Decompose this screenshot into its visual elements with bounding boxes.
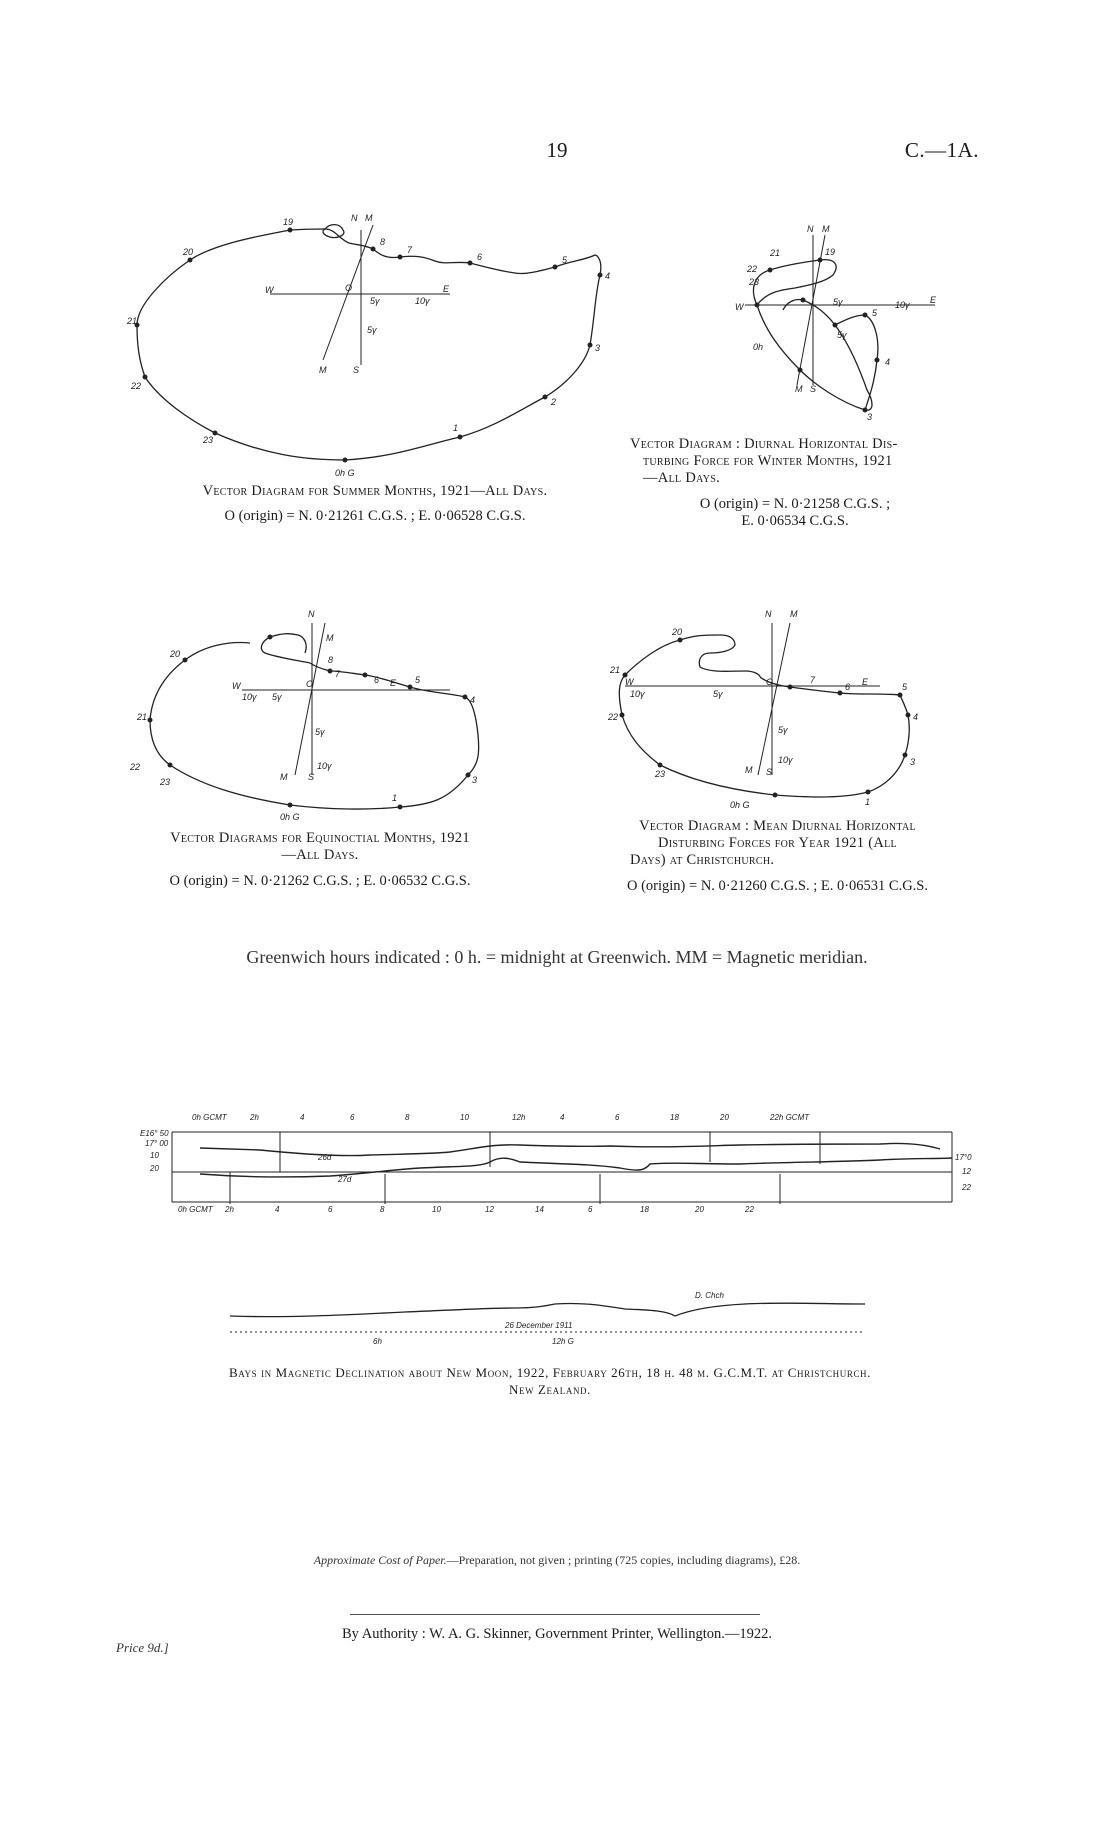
svg-text:12h: 12h	[512, 1113, 526, 1122]
svg-text:M: M	[280, 772, 288, 782]
svg-text:0h: 0h	[753, 342, 764, 352]
svg-text:O: O	[345, 283, 353, 293]
svg-text:23: 23	[655, 769, 666, 779]
svg-text:4: 4	[560, 1113, 565, 1122]
svg-text:5: 5	[562, 255, 568, 265]
svg-text:19: 19	[283, 217, 294, 227]
svg-text:6: 6	[350, 1113, 355, 1122]
svg-text:27d: 27d	[338, 1175, 352, 1184]
svg-text:2h: 2h	[225, 1205, 234, 1214]
svg-text:W: W	[625, 677, 634, 687]
winter-diagram-title-1: Vector Diagram : Diurnal Horizontal Dis-	[630, 436, 898, 452]
cost-of-paper-label: Approximate Cost of Paper.	[313, 1553, 447, 1567]
svg-text:12: 12	[485, 1205, 494, 1214]
svg-text:W: W	[735, 302, 744, 312]
winter-diagram-origin-2: E. 0·06534 C.G.S.	[741, 513, 849, 529]
year-diagram-title-2: Disturbing Forces for Year 1921 (All	[658, 835, 897, 851]
winter-diagram-title-3: —All Days.	[643, 470, 720, 486]
svg-text:10γ: 10γ	[895, 300, 910, 310]
svg-text:5γ: 5γ	[713, 689, 723, 699]
svg-text:5γ: 5γ	[367, 325, 377, 335]
svg-text:8: 8	[380, 1205, 385, 1214]
svg-text:23: 23	[160, 777, 171, 787]
svg-text:S: S	[810, 384, 817, 394]
svg-text:W: W	[232, 681, 241, 691]
svg-text:20: 20	[150, 1164, 159, 1173]
svg-text:N: N	[351, 213, 358, 223]
svg-text:S: S	[766, 767, 773, 777]
svg-text:10γ: 10γ	[778, 755, 793, 765]
svg-text:12h G: 12h G	[552, 1337, 574, 1346]
svg-text:6: 6	[328, 1205, 333, 1214]
svg-text:N: N	[765, 609, 772, 619]
svg-text:0h G: 0h G	[335, 468, 355, 478]
svg-text:23: 23	[203, 435, 214, 445]
christchurch-comparison-trace	[225, 1282, 870, 1352]
svg-text:14: 14	[535, 1205, 544, 1214]
svg-text:4: 4	[470, 695, 476, 705]
svg-text:26d: 26d	[318, 1153, 332, 1162]
svg-text:2: 2	[551, 397, 557, 407]
svg-text:4: 4	[300, 1113, 305, 1122]
svg-text:5γ: 5γ	[833, 297, 843, 307]
svg-text:21: 21	[137, 712, 148, 722]
year-diagram-title-3: Days) at Christchurch.	[630, 852, 775, 868]
price-note: Price 9d.]	[116, 1640, 169, 1655]
svg-text:5γ: 5γ	[837, 330, 847, 340]
equinoctial-diagram-title-2: —All Days.	[281, 847, 359, 863]
summer-diagram-title: Vector Diagram for Summer Months, 1921—All Days.	[202, 483, 548, 499]
svg-text:2h: 2h	[250, 1113, 259, 1122]
svg-text:10: 10	[432, 1205, 441, 1214]
summer-vector-diagram	[125, 205, 625, 480]
page-number: 19	[546, 138, 568, 162]
svg-text:5: 5	[902, 682, 908, 692]
winter-diagram-origin-1: O (origin) = N. 0·21258 C.G.S. ;	[699, 496, 891, 512]
winter-diagram-title-2: turbing Force for Winter Months, 1921	[643, 453, 893, 469]
authority-rule	[350, 1614, 760, 1615]
svg-text:10γ: 10γ	[630, 689, 645, 699]
svg-text:10γ: 10γ	[242, 692, 257, 702]
svg-text:8: 8	[380, 237, 386, 247]
svg-text:E: E	[930, 295, 937, 305]
svg-text:0h G: 0h G	[730, 800, 750, 810]
svg-text:21: 21	[127, 316, 138, 326]
svg-text:17°0: 17°0	[955, 1153, 972, 1162]
svg-text:N: N	[807, 224, 814, 234]
svg-text:O: O	[306, 679, 314, 689]
svg-text:4: 4	[913, 712, 919, 722]
svg-text:5: 5	[415, 675, 421, 685]
svg-text:5γ: 5γ	[315, 727, 325, 737]
equinoctial-diagram-origin: O (origin) = N. 0·21262 C.G.S. ; E. 0·06532 C.G.S.	[169, 873, 471, 889]
svg-text:6: 6	[477, 252, 483, 262]
svg-text:23: 23	[749, 277, 760, 287]
svg-text:19: 19	[825, 247, 836, 257]
svg-text:O: O	[766, 677, 774, 687]
svg-text:5γ: 5γ	[370, 296, 380, 306]
svg-text:4: 4	[275, 1205, 280, 1214]
svg-text:22: 22	[608, 712, 619, 722]
svg-text:20: 20	[183, 247, 194, 257]
svg-text:6h: 6h	[373, 1337, 382, 1346]
year-diagram-title-1: Vector Diagram : Mean Diurnal Horizontal	[639, 818, 916, 834]
svg-text:17° 00: 17° 00	[145, 1139, 169, 1148]
bays-caption-line-1: Bays in Magnetic Declination about New Moon, 1922, February 26th, 18 h. 48 m. G.C.M.T. at Christchurch.	[228, 1365, 872, 1380]
svg-text:3: 3	[472, 775, 478, 785]
svg-text:22: 22	[962, 1183, 971, 1192]
declination-magnetogram	[140, 1112, 980, 1237]
equinoctial-diagram-title-1: Vector Diagrams for Equinoctial Months, 1921	[170, 830, 470, 846]
svg-text:1: 1	[453, 423, 459, 433]
svg-text:M: M	[365, 213, 373, 223]
svg-text:0h G: 0h G	[280, 812, 300, 822]
svg-text:20: 20	[695, 1205, 704, 1214]
svg-text:22: 22	[745, 1205, 754, 1214]
svg-text:7: 7	[407, 245, 413, 255]
svg-text:S: S	[353, 365, 360, 375]
svg-text:0h GCMT: 0h GCMT	[192, 1113, 227, 1122]
svg-text:20: 20	[720, 1113, 729, 1122]
svg-text:18: 18	[670, 1113, 679, 1122]
svg-text:E: E	[390, 678, 397, 688]
svg-text:M: M	[790, 609, 798, 619]
svg-text:10: 10	[150, 1151, 159, 1160]
svg-text:3: 3	[910, 757, 916, 767]
svg-text:12: 12	[962, 1167, 971, 1176]
document-reference: C.—1A.	[904, 138, 979, 162]
cost-of-paper-text: —Preparation, not given ; printing (725 copies, including diagrams), £28.	[446, 1553, 801, 1567]
svg-text:E16° 50: E16° 50	[140, 1129, 169, 1138]
svg-text:3: 3	[595, 343, 601, 353]
svg-text:20: 20	[672, 627, 683, 637]
svg-text:21: 21	[770, 248, 781, 258]
svg-text:W: W	[265, 285, 274, 295]
svg-text:4: 4	[605, 271, 611, 281]
svg-text:E: E	[862, 677, 869, 687]
svg-text:8: 8	[405, 1113, 410, 1122]
svg-text:M: M	[319, 365, 327, 375]
svg-text:0h GCMT: 0h GCMT	[178, 1205, 213, 1214]
printer-authority: By Authority : W. A. G. Skinner, Government Printer, Wellington.—1922.	[342, 1626, 772, 1642]
svg-text:6: 6	[845, 682, 851, 692]
year-diagram-origin: O (origin) = N. 0·21260 C.G.S. ; E. 0·06531 C.G.S.	[627, 878, 928, 894]
svg-text:26 December 1911: 26 December 1911	[505, 1321, 573, 1330]
svg-text:10γ: 10γ	[415, 296, 430, 306]
svg-text:D. Chch: D. Chch	[695, 1291, 724, 1300]
svg-text:5: 5	[872, 308, 878, 318]
svg-text:22h GCMT: 22h GCMT	[770, 1113, 810, 1122]
svg-text:8: 8	[328, 655, 334, 665]
year-vector-diagram	[600, 605, 940, 810]
greenwich-hours-note: Greenwich hours indicated : 0 h. = midnight at Greenwich. MM = Magnetic meridian.	[246, 947, 868, 967]
svg-text:6: 6	[374, 675, 380, 685]
svg-text:5γ: 5γ	[778, 725, 788, 735]
svg-text:21: 21	[610, 665, 621, 675]
svg-text:20: 20	[170, 649, 181, 659]
svg-text:E: E	[443, 284, 450, 294]
svg-text:22: 22	[130, 762, 141, 772]
equinoctial-vector-diagram	[130, 605, 510, 820]
svg-text:1: 1	[865, 797, 871, 807]
winter-vector-diagram	[725, 220, 965, 420]
svg-text:M: M	[822, 224, 830, 234]
svg-text:5γ: 5γ	[272, 692, 282, 702]
svg-text:N: N	[308, 609, 315, 619]
svg-text:22: 22	[747, 264, 758, 274]
svg-text:10γ: 10γ	[317, 761, 332, 771]
svg-text:22: 22	[131, 381, 142, 391]
summer-diagram-origin: O (origin) = N. 0·21261 C.G.S. ; E. 0·06528 C.G.S.	[224, 508, 526, 524]
bays-caption-line-2: New Zealand.	[508, 1382, 591, 1397]
svg-text:M: M	[326, 633, 334, 643]
svg-text:4: 4	[885, 357, 891, 367]
svg-text:S: S	[308, 772, 315, 782]
svg-text:M: M	[745, 765, 753, 775]
svg-text:6: 6	[615, 1113, 620, 1122]
svg-text:7: 7	[335, 669, 341, 679]
cost-of-paper-note	[0, 1553, 1114, 1568]
svg-text:6: 6	[588, 1205, 593, 1214]
svg-text:10: 10	[460, 1113, 469, 1122]
svg-text:1: 1	[392, 793, 398, 803]
svg-text:3: 3	[867, 412, 873, 422]
svg-text:M: M	[795, 384, 803, 394]
svg-text:18: 18	[640, 1205, 649, 1214]
svg-text:7: 7	[810, 675, 816, 685]
